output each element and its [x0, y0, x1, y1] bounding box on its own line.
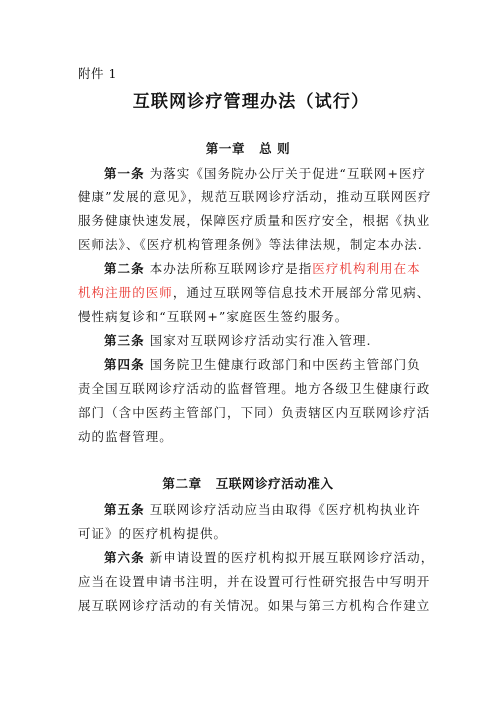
chapter-1-number: 第一章 [205, 141, 246, 156]
article-6-line-1 [104, 549, 434, 567]
article-4-text-1: 国务院卫生健康行政部门和中医药主管部门负 [149, 357, 421, 372]
chapter-2-name: 互联网诊疗活动准入 [215, 476, 334, 491]
article-2-highlight-2: 机构注册的医师 [78, 285, 173, 300]
article-6-number: 第六条 [104, 550, 145, 565]
article-6-line-3: 展互联网诊疗活动的有关情况。如果与第三方机构合作建立 [78, 598, 431, 613]
article-2-line-2 [78, 284, 430, 302]
article-5-line-1 [104, 501, 421, 519]
article-2-line-1 [104, 260, 421, 278]
article-4-line-1 [104, 356, 421, 374]
article-1-line-4: 医师法》、《医疗机构管理条例》等法律法规，制定本办法. [78, 237, 423, 252]
article-5-number: 第五条 [104, 502, 145, 517]
article-4-number: 第四条 [104, 357, 145, 372]
article-3-number: 第三条 [104, 333, 145, 348]
article-5-text-1: 互联网诊疗活动应当由取得《医疗机构执业许 [149, 502, 421, 517]
article-6-line-2: 应当在设置申请书注明，并在设置可行性研究报告中写明开 [78, 574, 431, 589]
article-4-line-2: 责全国互联网诊疗活动的监督管理。地方各级卫生健康行政 [78, 381, 431, 396]
article-2-number: 第二条 [104, 261, 145, 276]
article-1-text-1: 为落实《国务院办公厅关于促进“互联网+医疗 [149, 166, 427, 181]
chapter-1-heading [0, 140, 496, 158]
article-2-text-1a: 本办法所称互联网诊疗是指 [149, 261, 313, 276]
article-2-text-2b: ，通过互联网等信息技术开展部分常见病、 [172, 285, 431, 300]
chapter-2-heading [0, 475, 496, 493]
article-6-text-1: 新申请设置的医疗机构拟开展互联网诊疗活动， [149, 550, 435, 565]
article-4-line-4: 动的监督管理。 [78, 429, 173, 444]
article-4-line-3: 部门（含中医药主管部门，下同）负责辖区内互联网诊疗活 [78, 405, 431, 420]
article-3-line-1 [104, 332, 372, 350]
article-2-highlight-1: 医疗机构利用在本 [312, 261, 421, 276]
document-title: 互联网诊疗管理办法（试行） [132, 92, 370, 112]
article-1-line-3: 服务健康快速发展，保障医疗质量和医疗安全，根据《执业 [78, 213, 431, 228]
attachment-label: 附件 1 [78, 66, 117, 81]
article-5-line-2: 可证》的医疗机构提供。 [78, 526, 228, 541]
article-1-number: 第一条 [104, 166, 145, 181]
chapter-2-number: 第二章 [162, 476, 202, 491]
article-1-line-1 [104, 165, 426, 183]
article-1-line-2: 健康”发展的意见》，规范互联网诊疗活动，推动互联网医疗 [78, 189, 432, 204]
article-3-text-1: 国家对互联网诊疗活动实行准入管理. [149, 333, 372, 348]
article-2-line-3: 慢性病复诊和“互联网+”家庭医生签约服务。 [78, 309, 349, 324]
chapter-1-name: 总 则 [259, 141, 291, 156]
